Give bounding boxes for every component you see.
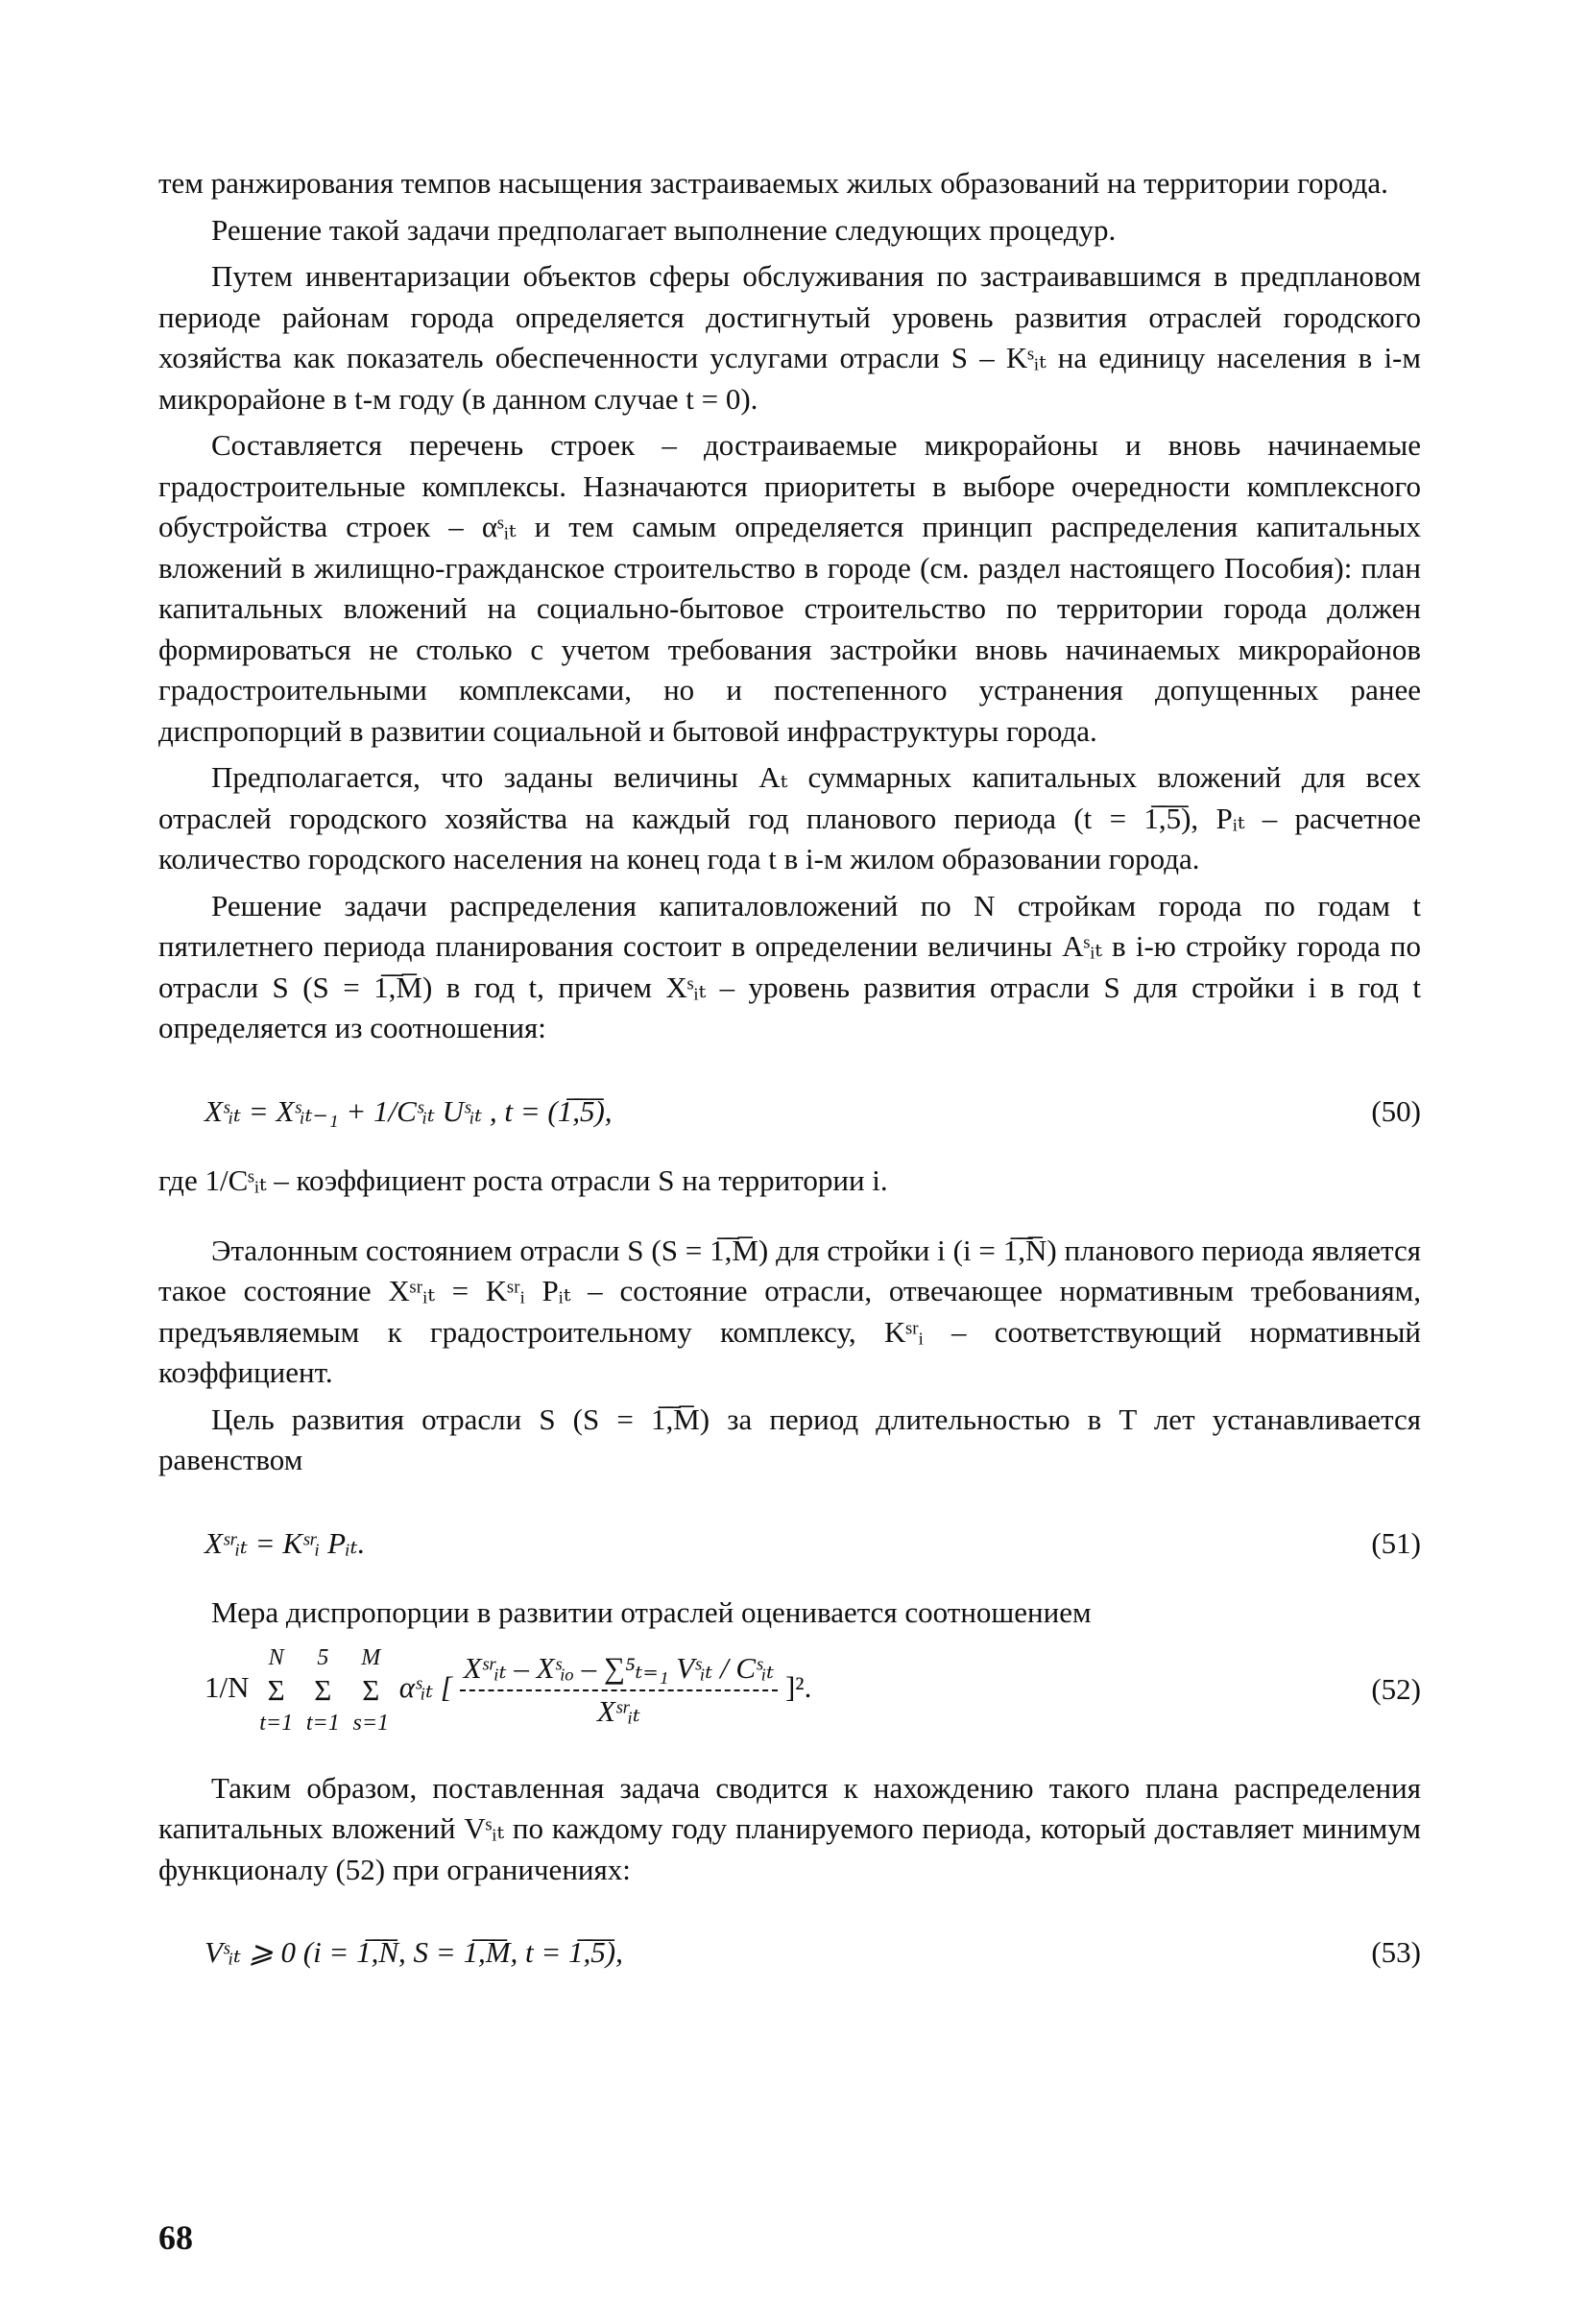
equation-52-numerator: Xˢʳᵢₜ – Xˢᵢₒ – ∑⁵ₜ₌₁ Vˢᵢₜ / Cˢᵢₜ bbox=[460, 1648, 778, 1691]
sum-m-top: M bbox=[361, 1644, 381, 1670]
sum-sign-5: 5 Σ t=1 bbox=[306, 1641, 340, 1739]
paragraph-10: Мера диспропорции в развитии отраслей оценивается соотношением bbox=[211, 1595, 1092, 1629]
equation-52 bbox=[158, 1641, 1421, 1739]
equation-52-number: (52) bbox=[1371, 1672, 1421, 1707]
paragraph-2: Решение такой задачи предполагает выполнение следующих процедур. bbox=[211, 212, 1117, 247]
equation-52-fraction bbox=[460, 1648, 778, 1732]
paragraph-4: Составляется перечень строек – достраиваемые микрорайоны и вновь начинаемые градостроительные комплексы. Назначаются приоритеты в выборе очередности комплексного обустройства строек – αˢᵢₜ и тем самым определяется принцип распределения капитальных вложений в жилищно-гражданское строительство в городе (см. раздел настоящего Пособия): план капитальных вложений на социально-бытовое строительство по территории города должен формироваться не столько с учетом требования застройки вновь начинаемых микрорайонов градостроительными комплексами, но и постепенного устранения допущенных ранее диспропорций в развитии социальной и бытовой инфраструктуры города. bbox=[158, 428, 1421, 748]
equation-50-number: (50) bbox=[1371, 1093, 1421, 1128]
paragraph-8: Эталонным состоянием отрасли S (S = 1̅,̅M̅) для стройки i (i = 1̅,̅N̅) планового периода является такое состояние Xˢʳᵢₜ = Kˢʳᵢ Pᵢₜ – состояние отрасли, отвечающее нормативным требованиям, предъявляемым к градостроительному комплексу, Kˢʳᵢ – соответствующий нормативный коэффициент. bbox=[158, 1233, 1421, 1389]
equation-50 bbox=[158, 1091, 1421, 1133]
equation-51-number: (51) bbox=[1371, 1525, 1421, 1560]
page-number: 68 bbox=[158, 2218, 193, 2257]
sum-n-bottom: t=1 bbox=[259, 1710, 294, 1736]
equation-53-number: (53) bbox=[1371, 1935, 1421, 1969]
equation-52-coefficient: αˢᵢₜ [ bbox=[398, 1669, 452, 1704]
sum-5-top: 5 bbox=[317, 1644, 329, 1670]
equation-51-formula: Xˢʳᵢₜ = Kˢʳᵢ Pᵢₜ. bbox=[205, 1525, 366, 1560]
equation-52-formula bbox=[158, 1641, 811, 1739]
sum-sign-n: N Σ t=1 bbox=[259, 1641, 293, 1739]
sum-sign-m: M Σ s=1 bbox=[353, 1641, 390, 1739]
sum-n-top: N bbox=[268, 1644, 284, 1670]
page-body bbox=[158, 163, 1421, 1974]
equation-52-denominator: Xˢʳᵢₜ bbox=[597, 1693, 640, 1728]
equation-53 bbox=[158, 1932, 1421, 1974]
equation-50-formula: Xˢᵢₜ = Xˢᵢₜ₋₁ + 1/Cˢᵢₜ Uˢᵢₜ , t = (1̅,̅5̅), bbox=[205, 1093, 613, 1128]
equation-52-prefix: 1/N bbox=[205, 1669, 250, 1704]
paragraph-5: Предполагается, что заданы величины Aₜ суммарных капитальных вложений для всех отраслей городского хозяйства на каждый год планового периода (t = 1̅,̅5̅), Pᵢₜ – расчетное количество городского населения на конец года t в i-м жилом образовании города. bbox=[158, 760, 1421, 875]
equation-51 bbox=[158, 1523, 1421, 1565]
equation-53-formula: Vˢᵢₜ ⩾ 0 (i = 1̅,̅N̅, S = 1̅,̅M̅, t = 1̅,̅5̅), bbox=[205, 1935, 623, 1969]
sum-5-bottom: t=1 bbox=[305, 1710, 340, 1736]
paragraph-9: Цель развития отрасли S (S = 1̅,̅M̅) за период длительностью в T лет устанавливается равенством bbox=[158, 1402, 1421, 1476]
paragraph-3: Путем инвентаризации объектов сферы обслуживания по застраивавшимся в предплановом периоде районам города определяется достигнутый уровень развития отраслей городского хозяйства как показатель обеспеченности услугами отрасли S – Kˢᵢₜ на единицу населения в i-м микрорайоне в t-м году (в данном случае t = 0). bbox=[158, 259, 1421, 416]
paragraph-1: тем ранжирования темпов насыщения застраиваемых жилых образований на территории города. bbox=[158, 166, 1388, 200]
equation-52-tail: ]². bbox=[784, 1669, 812, 1704]
paragraph-6: Решение задачи распределения капиталовложений по N стройкам города по годам t пятилетнего периода планирования состоит в определении величины Aˢᵢₜ в i-ю стройку города по отрасли S (S = 1̅,̅M̅) в год t, причем Xˢᵢₜ – уровень развития отрасли S для стройки i в год t определяется из соотношения: bbox=[158, 888, 1421, 1044]
paragraph-11: Таким образом, поставленная задача сводится к нахождению такого плана распределения капитальных вложений Vˢᵢₜ по каждому году планируемого периода, который доставляет минимум функционалу (52) при ограничениях: bbox=[158, 1770, 1421, 1886]
paragraph-7: где 1/Cˢᵢₜ – коэффициент роста отрасли S на территории i. bbox=[158, 1163, 888, 1197]
sum-m-bottom: s=1 bbox=[352, 1710, 390, 1736]
